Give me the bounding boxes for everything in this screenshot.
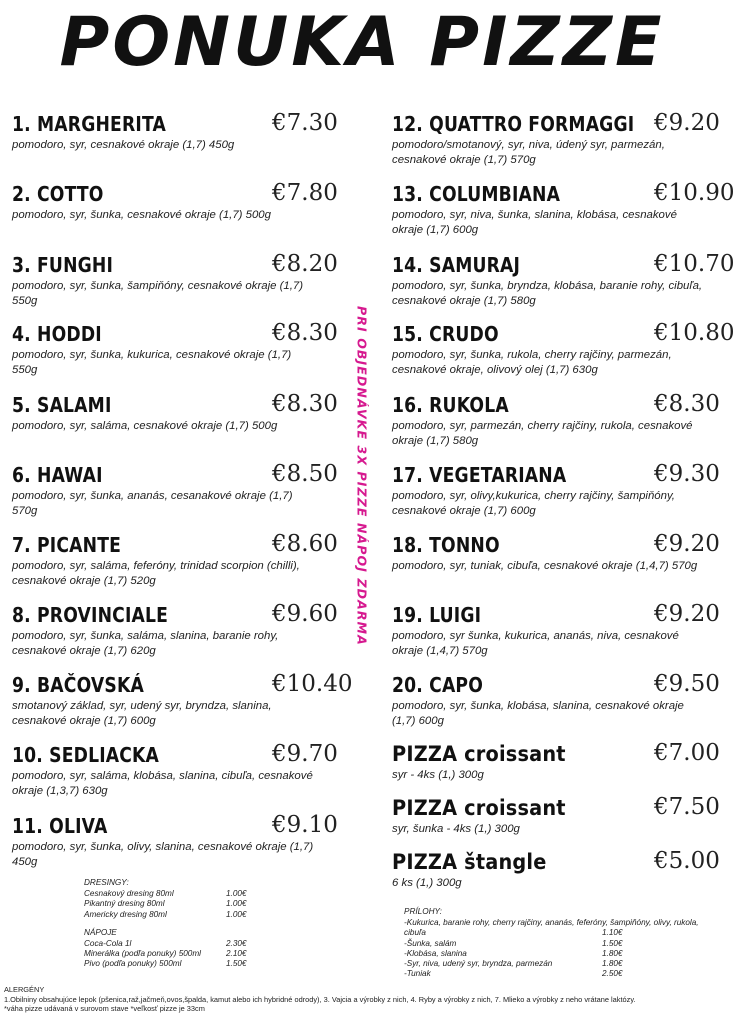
- pizza-description: syr - 4ks (1,) 300g: [392, 769, 484, 781]
- drink-name: Pivo (podľa ponuky) 500ml: [84, 959, 182, 969]
- dressings-heading: DRESINGY:: [84, 878, 129, 887]
- drink-row: [84, 949, 264, 959]
- pizza-name: 10. SEDLIACKA: [12, 743, 160, 767]
- pizza-price: €9.30: [654, 461, 720, 487]
- pizza-name: 20. CAPO: [392, 673, 483, 697]
- pizza-name: 5. SALAMI: [12, 393, 112, 417]
- pizza-price: €9.70: [272, 741, 338, 767]
- pizza-name: 9. BAČOVSKÁ: [12, 673, 144, 697]
- pizza-name: PIZZA croissant: [392, 796, 566, 820]
- extras-block: [84, 878, 264, 970]
- pizza-name: PIZZA štangle: [392, 850, 547, 874]
- sides-intro-price: 1.10€: [602, 928, 623, 938]
- pizza-name: 16. RUKOLA: [392, 393, 509, 417]
- pizza-name: 15. CRUDO: [392, 322, 499, 346]
- pizza-price: €8.30: [272, 320, 338, 346]
- pizza-description: pomodoro, syr, niva, šunka, slanina, klobása, cesnakové okraje (1,7) 600g: [392, 209, 677, 236]
- sides-block: [404, 907, 714, 979]
- dressing-price: 1.00€: [226, 909, 247, 919]
- pizza-description: pomodoro, syr, olivy,kukurica, cherry rajčiny, šampiňóny, cesnakové okraje (1,7) 600g: [392, 490, 675, 517]
- pizza-name: 17. VEGETARIANA: [392, 463, 567, 487]
- pizza-price: €9.50: [654, 671, 720, 697]
- allergens-footer: [4, 985, 720, 1014]
- pizza-name: 7. PICANTE: [12, 533, 122, 557]
- pizza-price: €8.30: [272, 391, 338, 417]
- pizza-description: pomodoro, syr, šunka, bryndza, klobása, baranie rohy, cibuľa, cesnakové okraje (1,7) 580g: [392, 280, 703, 307]
- pizza-price: €8.50: [272, 461, 338, 487]
- pizza-description: pomodoro, syr, šunka, cesnakové okraje (1,7) 500g: [12, 209, 271, 221]
- pizza-description: pomodoro, syr, saláma, feferóny, trinidad scorpion (chilli), cesnakové okraje (1,7) 520g: [12, 560, 300, 587]
- dressing-name: Cesnakový dresing 80ml: [84, 889, 174, 899]
- pizza-price: €9.20: [654, 110, 720, 136]
- pizza-description: pomodoro, syr, šunka, olivy, slanina, cesnakové okraje (1,7) 450g: [12, 841, 314, 868]
- side-row: [404, 959, 714, 969]
- pizza-description: pomodoro, syr, šunka, saláma, slanina, baranie rohy, cesnakové okraje (1,7) 620g: [12, 630, 279, 657]
- side-name: -Tuniak: [404, 969, 431, 979]
- pizza-name: 12. QUATTRO FORMAGGI: [392, 112, 635, 136]
- pizza-name: 6. HAWAI: [12, 463, 103, 487]
- pizza-name: 18. TONNO: [392, 533, 500, 557]
- pizza-price: €8.30: [654, 391, 720, 417]
- pizza-description: pomodoro, syr, šunka, klobása, slanina, cesnakové okraje (1,7) 600g: [392, 700, 684, 727]
- pizza-description: pomodoro, syr, saláma, klobása, slanina, cibuľa, cesnakové okraje (1,3,7) 630g: [12, 770, 313, 797]
- pizza-price: €9.20: [654, 601, 720, 627]
- pizza-name: 2. COTTO: [12, 182, 104, 206]
- pizza-description: pomodoro, syr, šunka, kukurica, cesnakové okraje (1,7) 550g: [12, 349, 292, 376]
- pizza-name: PIZZA croissant: [392, 742, 566, 766]
- pizza-description: pomodoro, syr, saláma, cesnakové okraje (1,7) 500g: [12, 420, 278, 432]
- side-price: 1.80€: [602, 959, 623, 969]
- drink-row: [84, 939, 264, 949]
- pizza-price: €7.50: [654, 794, 720, 820]
- pizza-description: pomodoro, syr, šunka, rukola, cherry rajčiny, parmezán, cesnakové okraje, olivový olej (1,7) 630g: [392, 349, 672, 376]
- weight-note: *váha pizze udávaná v surovom stave *veľkosť pizze je 33cm: [4, 1004, 205, 1013]
- pizza-price: €10.90: [654, 180, 734, 206]
- side-name: -Klobása, slanina: [404, 948, 467, 958]
- side-price: 1.50€: [602, 938, 623, 948]
- promo-banner: [352, 306, 372, 681]
- pizza-name: 8. PROVINCIALE: [12, 603, 169, 627]
- drink-price: 2.10€: [226, 949, 247, 959]
- pizza-price: €7.80: [272, 180, 338, 206]
- drink-name: Coca-Cola 1l: [84, 939, 132, 949]
- dressing-row: [84, 899, 264, 909]
- pizza-description: pomodoro, syr, šunka, šampiňóny, cesnakové okraje (1,7) 550g: [12, 280, 304, 307]
- pizza-price: €10.70: [654, 251, 734, 277]
- sides-intro: -Kukurica, baranie rohy, cherry rajčiny, ananás, feferóny, šampiňóny, olivy, rukola, cibuľa: [404, 918, 699, 938]
- drink-price: 1.50€: [226, 959, 247, 969]
- pizza-price: €8.60: [272, 531, 338, 557]
- pizza-price: €10.40: [272, 671, 353, 697]
- sides-heading: PRÍLOHY:: [404, 907, 442, 916]
- pizza-price: €7.00: [654, 740, 720, 766]
- pizza-price: €9.20: [654, 531, 720, 557]
- pizza-name: 3. FUNGHI: [12, 253, 114, 277]
- pizza-description: pomodoro/smotanový, syr, niva, údený syr, parmezán, cesnakové okraje (1,7) 570g: [392, 139, 665, 166]
- dressing-name: Pikantný dresing 80ml: [84, 899, 165, 909]
- pizza-price: €7.30: [272, 110, 338, 136]
- dressing-row: [84, 889, 264, 899]
- drinks-heading: NÁPOJE: [84, 927, 117, 937]
- pizza-description: pomodoro, syr, tuniak, cibuľa, cesnakové okraje (1,4,7) 570g: [392, 560, 698, 572]
- pizza-description: pomodoro, syr, cesnakové okraje (1,7) 450g: [12, 139, 235, 151]
- pizza-description: pomodoro, syr, parmezán, cherry rajčiny, rukola, cesnakové okraje (1,7) 580g: [392, 420, 693, 447]
- side-row: [404, 949, 714, 959]
- side-price: 1.80€: [602, 948, 623, 958]
- pizza-name: 19. LUIGI: [392, 603, 482, 627]
- drink-price: 2.30€: [226, 939, 247, 949]
- pizza-price: €9.10: [272, 812, 338, 838]
- dressing-price: 1.00€: [226, 899, 247, 909]
- side-name: -Šunka, salám: [404, 938, 457, 948]
- pizza-price: €10.80: [654, 320, 734, 346]
- side-row: [404, 939, 714, 949]
- promo-text: PRI OBJEDNÁVKE 3X PIZZE NÁPOJ ZDARMA: [354, 306, 370, 646]
- pizza-name: 13. COLUMBIANA: [392, 182, 561, 206]
- side-price: 2.50€: [602, 969, 623, 979]
- dressing-row: [84, 910, 264, 920]
- pizza-name: 11. OLIVA: [12, 814, 108, 838]
- pizza-description: pomodoro, syr, šunka, ananás, cesanakové okraje (1,7) 570g: [12, 490, 293, 517]
- drink-name: Minerálka (podľa ponuky) 500ml: [84, 949, 201, 959]
- pizza-description: smotanový základ, syr, udený syr, bryndza, slanina, cesnakové okraje (1,7) 600g: [12, 700, 272, 727]
- pizza-price: €8.20: [272, 251, 338, 277]
- allergens-heading: ALERGÉNY: [4, 985, 45, 994]
- pizza-name: 4. HODDI: [12, 322, 102, 346]
- pizza-description: 6 ks (1,) 300g: [392, 877, 462, 889]
- drink-row: [84, 959, 264, 969]
- page-title: PONUKA PIZZE: [59, 3, 665, 82]
- allergens-list: 1.Obilniny obsahujúce lepok (pšenica,raž,jačmeň,ovos,špalda, kamut alebo ich hybridné odrody), 3. Vajcia a výrobky z nich, 4. Ryby a výrobky z nich, 7. Mlieko a výrobky z neho vrátane laktózy.: [4, 994, 636, 1004]
- side-name: -Syr, niva, udený syr, bryndza, parmezán: [404, 959, 553, 969]
- dressing-price: 1.00€: [226, 889, 247, 899]
- pizza-price: €9.60: [272, 601, 338, 627]
- pizza-description: pomodoro, syr šunka, kukurica, ananás, niva, cesnakové okraje (1,4,7) 570g: [392, 630, 679, 657]
- pizza-price: €5.00: [654, 848, 720, 874]
- pizza-name: 1. MARGHERITA: [12, 112, 167, 136]
- sides-intro-row: [404, 918, 704, 938]
- pizza-description: syr, šunka - 4ks (1,) 300g: [392, 823, 520, 835]
- pizza-name: 14. SAMURAJ: [392, 253, 521, 277]
- side-row: [404, 969, 714, 979]
- dressing-name: Americky dresing 80ml: [84, 909, 167, 919]
